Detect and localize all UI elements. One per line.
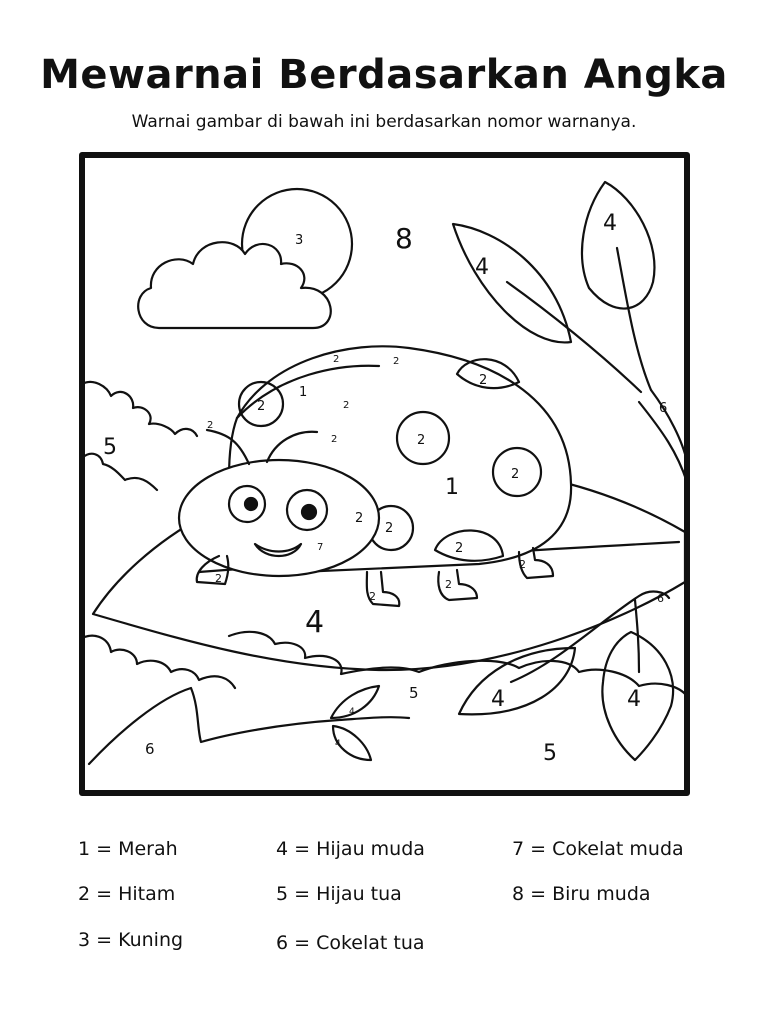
region-number-ladybug-leg: 2 [369,590,376,603]
region-number-ladybug-spot: 2 [333,354,340,365]
region-number-sky: 8 [395,222,413,255]
page-title: Mewarnai Berdasarkan Angka [40,52,728,98]
region-number-ladybug-spot: 2 [207,420,214,431]
region-number-ladybug-leg: 2 [519,558,526,571]
region-number-leaf: 4 [475,255,489,280]
region-number-ladybug-spot: 2 [479,373,488,388]
region-number-ladybug-spot: 2 [455,541,464,556]
region-number-leaf: 4 [603,211,617,236]
region-number-ladybug-spot: 2 [355,511,364,526]
region-number-ladybug-spot: 2 [417,433,426,448]
region-number-leaf: 4 [627,687,641,712]
lower-leaf-outline [459,648,575,714]
legend-item: 4 = Hijau muda [276,838,425,860]
region-number-leaf: 4 [349,707,355,717]
region-number-ladybug-body: 1 [299,385,308,400]
bottom-branch-outline [89,688,409,764]
legend-item: 1 = Merah [78,838,178,860]
region-number-ladybug-spot: 2 [511,467,520,482]
legend-item: 3 = Kuning [78,929,184,951]
region-number-branch: 6 [657,592,664,605]
small-leaf-outline [331,686,379,718]
ladybug-pupil-left [245,498,257,510]
legend-item: 5 = Hijau tua [276,883,402,905]
legend-item: 7 = Cokelat muda [512,838,684,860]
region-number-ladybug-spot: 2 [343,400,350,411]
legend-item: 6 = Cokelat tua [276,932,425,954]
region-number-branch: 6 [145,740,155,758]
top-leaf-vein [507,282,641,392]
legend-item: 2 = Hitam [78,883,176,905]
cloud-outline [138,242,331,328]
region-number-ladybug-face: 7 [317,542,324,553]
ladybug-head-outline [179,460,379,576]
bottom-bush-outline [82,632,687,696]
right-leaf-outline [582,182,654,309]
legend-item: 8 = Biru muda [512,883,651,905]
left-bush-outline [82,382,197,490]
region-number-ladybug-leg: 2 [215,572,222,585]
region-number-branch: 6 [659,401,668,416]
top-leaf-outline [453,224,571,342]
region-number-ladybug-spot: 2 [257,399,266,414]
region-number-bush: 5 [103,435,117,460]
right-leaf-vein [617,248,651,390]
region-number-ladybug-body: 1 [445,475,459,500]
instructions: Warnai gambar di bawah ini berdasarkan nomor warnanya. [131,112,637,132]
coloring-picture [79,152,690,796]
region-number-bush: 5 [543,741,557,766]
ladybug-pupil-right [302,505,316,519]
region-number-ladybug-spot: 2 [385,521,394,536]
region-number-ladybug-spot: 2 [393,356,400,367]
region-number-bush: 5 [409,684,419,702]
region-number-leaf: 4 [335,739,341,749]
region-number-sun: 3 [295,233,304,248]
region-number-leaf: 4 [491,687,505,712]
region-number-leaf: 4 [305,605,325,640]
region-number-ladybug-leg: 2 [445,578,452,591]
region-number-ladybug-spot: 2 [331,434,338,445]
